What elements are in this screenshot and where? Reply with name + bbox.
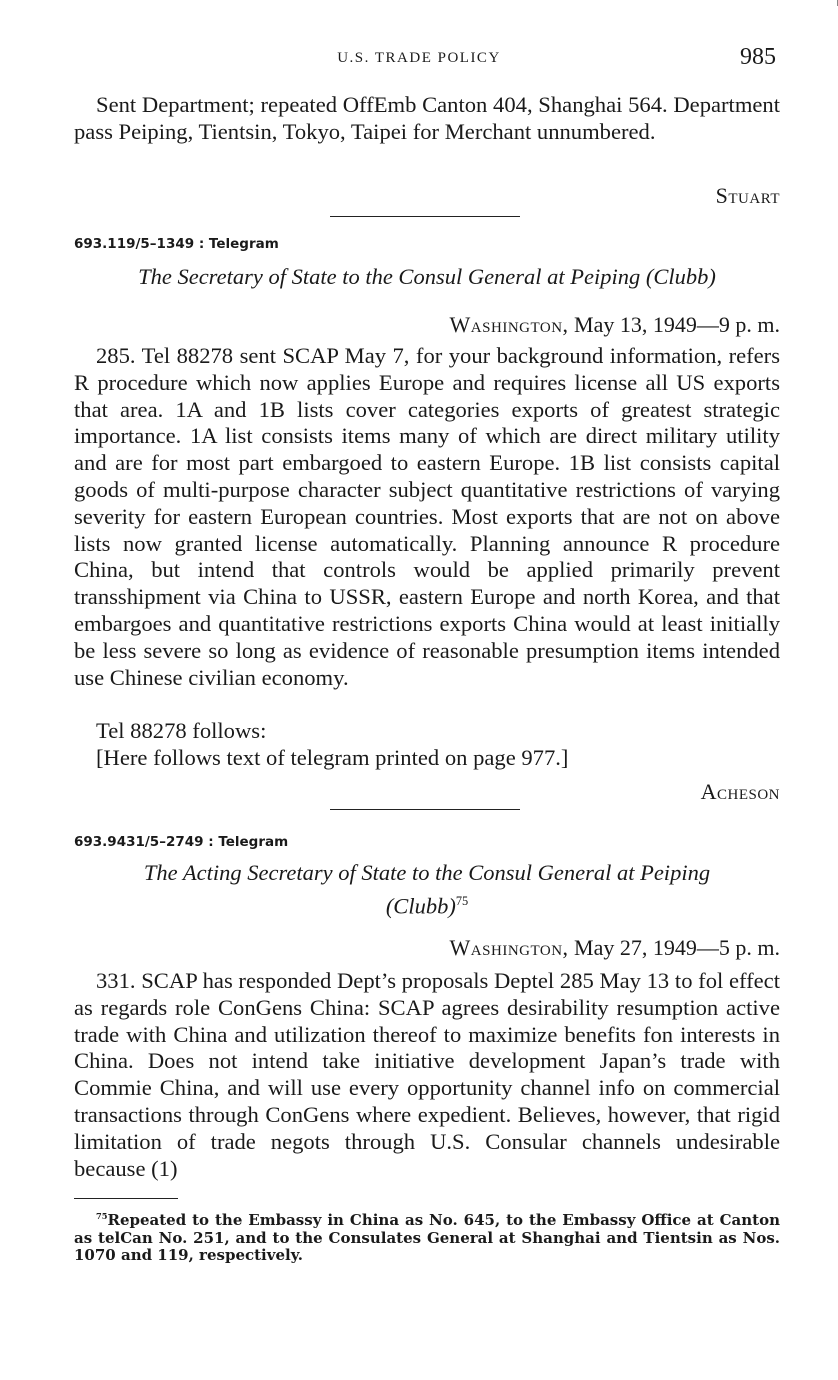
dateline xyxy=(450,935,780,961)
section-divider xyxy=(330,809,520,810)
dateline-date: May 27, 1949—5 p. m. xyxy=(574,935,780,960)
telegram-follows-line: Tel 88278 follows: xyxy=(96,718,267,743)
document-heading: The Secretary of State to the Consul General at Peiping (Clubb) xyxy=(138,264,716,289)
telegram-body: 285. Tel 88278 sent SCAP May 7, for your background information, refers R procedure which now applies Europe and requires license all US exports that area. 1A and 1B lists cover categories exports of greatest strategic importance. 1A list consists items many of which are direct military utility and are for most part embargoed to eastern Europe. 1B list consists capital goods of multi-purpose character subject quantitative restrictions of varying severity for eastern European countries. Most exports that are not on above lists now granted license automatically. Planning announce R procedure China, but intend that controls would be applied primarily prevent transshipment via China to USSR, eastern Europe and north Korea, and that embargoes and quantitative restrictions exports China would at least initially be less severe so long as evidence of reasonable presumption items intended use Chinese civilian economy. xyxy=(74,343,780,690)
footnote-divider xyxy=(74,1198,178,1199)
dateline-date: May 13, 1949—9 p. m. xyxy=(574,312,780,337)
section-divider xyxy=(330,216,520,217)
page-number: 985 xyxy=(740,44,776,70)
file-reference: 693.119/5–1349 : Telegram xyxy=(74,236,279,252)
dateline-place: Washington, xyxy=(449,312,569,337)
document-heading xyxy=(74,858,780,921)
signature-acheson: Acheson xyxy=(700,779,780,804)
file-reference: 693.9431/5–2749 : Telegram xyxy=(74,834,289,850)
footnote xyxy=(74,1208,780,1265)
carryover-paragraph: Sent Department; repeated OffEmb Canton 404, Shanghai 564. Department pass Peiping, Tientsin, Tokyo, Taipei for Merchant unnumbered. xyxy=(74,92,780,144)
footnote-reference: 75 xyxy=(455,894,469,908)
footnote-text: Repeated to the Embassy in China as No. 645, to the Embassy Office at Canton as telCan No. 251, and to the Consulates General at Shanghai and Tientsin as Nos. 1070 and 119, respectively. xyxy=(74,1211,780,1264)
dateline xyxy=(450,312,780,338)
telegram-body: 331. SCAP has responded Dept’s proposals Deptel 285 May 13 to fol effect as regards role ConGens China: SCAP agrees desirability resumption active trade with China and utilization thereof to maximize benefits fon interests in China. Does not intend take initiative development Japan’s trade with Commie China, and will use every opportunity channel info on commercial transactions through ConGens where expedient. Believes, however, that rigid limitation of trade negots through U.S. Consular channels undesirable because (1) xyxy=(74,968,780,1181)
editorial-note: [Here follows text of telegram printed on page 977.] xyxy=(96,745,569,770)
heading-line: The Acting Secretary of State to the Consul General at Peiping xyxy=(143,860,711,885)
heading-line: (Clubb)$^{75}$ xyxy=(385,893,469,919)
signature-stuart: Stuart xyxy=(715,183,780,208)
dateline-place: Washington, xyxy=(449,935,569,960)
running-header-title: U.S. TRADE POLICY xyxy=(337,50,501,66)
footnote-mark: 75 xyxy=(96,1211,108,1221)
